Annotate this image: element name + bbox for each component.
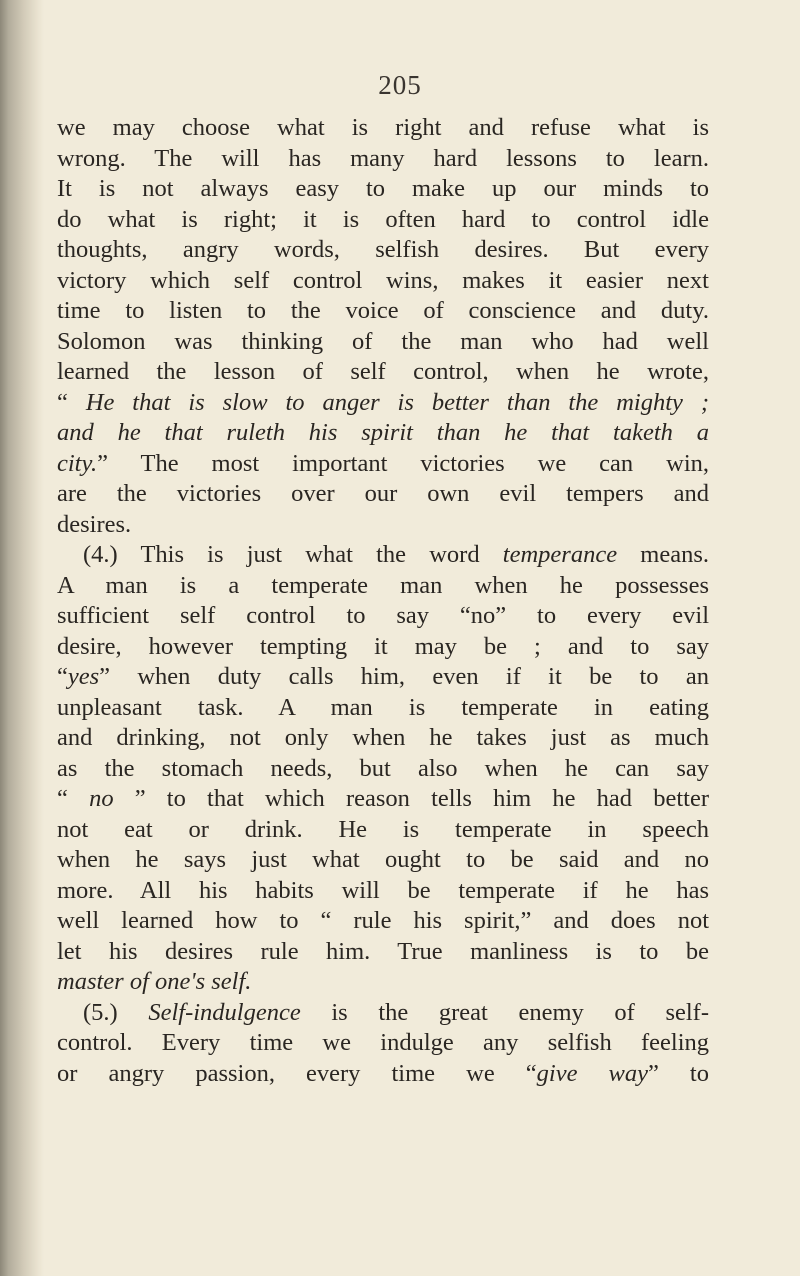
text-run: wrong. The will has many hard lessons to learn. — [57, 144, 709, 172]
body-text — [57, 113, 709, 1089]
italic-text: temperance — [502, 541, 618, 568]
text-run: desire, however tempting it may be ; and to say — [57, 632, 709, 660]
text-run: not eat or drink. He is temperate in speech — [57, 815, 709, 843]
text-run: means. — [617, 541, 709, 568]
text-line — [57, 754, 709, 785]
text-run: let his desires rule him. True manliness is to be — [57, 937, 709, 965]
text-line — [57, 632, 709, 663]
text-line — [57, 937, 709, 968]
text-run: time to listen to the voice of conscience and duty. — [57, 297, 709, 324]
text-line — [57, 815, 709, 846]
text-run: are the victories over our own evil tempers and — [57, 480, 709, 507]
text-line — [57, 235, 709, 266]
text-line — [57, 479, 709, 510]
text-line — [57, 1059, 709, 1090]
text-run: ” to — [647, 1059, 709, 1087]
text-line — [57, 266, 709, 297]
text-line — [57, 601, 709, 632]
text-line — [57, 967, 709, 998]
italic-text: city. — [57, 449, 98, 477]
text-line — [57, 662, 709, 693]
text-line — [57, 540, 709, 571]
page-number: 205 — [378, 70, 422, 100]
text-line — [57, 876, 709, 907]
text-line — [57, 571, 709, 602]
text-run: or angry passion, every time we “ — [57, 1059, 537, 1087]
text-run: (5.) — [83, 998, 149, 1026]
italic-text: master of one's self. — [57, 968, 252, 995]
text-run: learned the lesson of self control, when he wrote, — [57, 358, 709, 385]
text-run: thoughts, angry words, selfish desires. But every — [57, 236, 709, 263]
text-line — [57, 449, 709, 480]
italic-text: give way — [536, 1059, 648, 1087]
text-run: (4.) This is just what the word — [83, 541, 503, 568]
text-line — [57, 388, 709, 419]
text-line — [57, 357, 709, 388]
text-run: Solomon was thinking of the man who had well — [57, 327, 709, 355]
text-line — [57, 418, 709, 449]
text-run: when he says just what ought to be said and no — [57, 846, 709, 873]
text-run: unpleasant task. A man is temperate in eating — [57, 693, 709, 721]
text-run: ” The most important victories we can win, — [97, 449, 709, 477]
text-run: is the great enemy of self- — [300, 998, 709, 1026]
italic-text: yes — [67, 663, 100, 690]
text-line — [57, 998, 709, 1029]
text-run: “ — [57, 785, 90, 812]
page-binding-shadow — [0, 0, 44, 1276]
text-run: control. Every time we indulge any selfish feeling — [57, 1029, 709, 1056]
text-run: victory which self control wins, makes it easier next — [57, 266, 709, 294]
text-line — [57, 906, 709, 937]
text-run: as the stomach needs, but also when he can say — [57, 754, 709, 782]
text-line — [57, 296, 709, 327]
text-run: A man is a temperate man when he possesses — [57, 571, 709, 599]
text-line — [57, 205, 709, 236]
text-run: ” to that which reason tells him he had better — [113, 785, 710, 812]
italic-text: He that is slow to anger is better than the mighty ; — [85, 388, 709, 416]
text-line — [57, 510, 709, 541]
text-run: “ — [57, 663, 68, 690]
text-line — [57, 1028, 709, 1059]
text-line — [57, 723, 709, 754]
text-run: well learned how to “ rule his spirit,” and does not — [57, 907, 709, 934]
text-line — [57, 174, 709, 205]
italic-text: Self-indulgence — [148, 998, 301, 1026]
text-run: we may choose what is right and refuse what is — [57, 114, 709, 141]
text-run: do what is right; it is often hard to control idle — [57, 205, 709, 233]
text-line — [57, 113, 709, 144]
text-line — [57, 845, 709, 876]
text-run: and drinking, not only when he takes just as much — [57, 724, 709, 751]
italic-text: and he that ruleth his spirit than he that taketh a — [57, 419, 709, 446]
text-run: ” when duty calls him, even if it be to an — [99, 663, 709, 690]
text-run: “ — [57, 388, 86, 416]
text-line — [57, 327, 709, 358]
text-run: sufficient self control to say “no” to every evil — [57, 602, 709, 629]
text-run: desires. — [57, 510, 132, 538]
italic-text: no — [89, 785, 114, 812]
text-line — [57, 784, 709, 815]
text-line — [57, 693, 709, 724]
text-run: more. All his habits will be temperate if he has — [57, 876, 709, 904]
text-line — [57, 144, 709, 175]
text-run: It is not always easy to make up our minds to — [57, 175, 709, 202]
